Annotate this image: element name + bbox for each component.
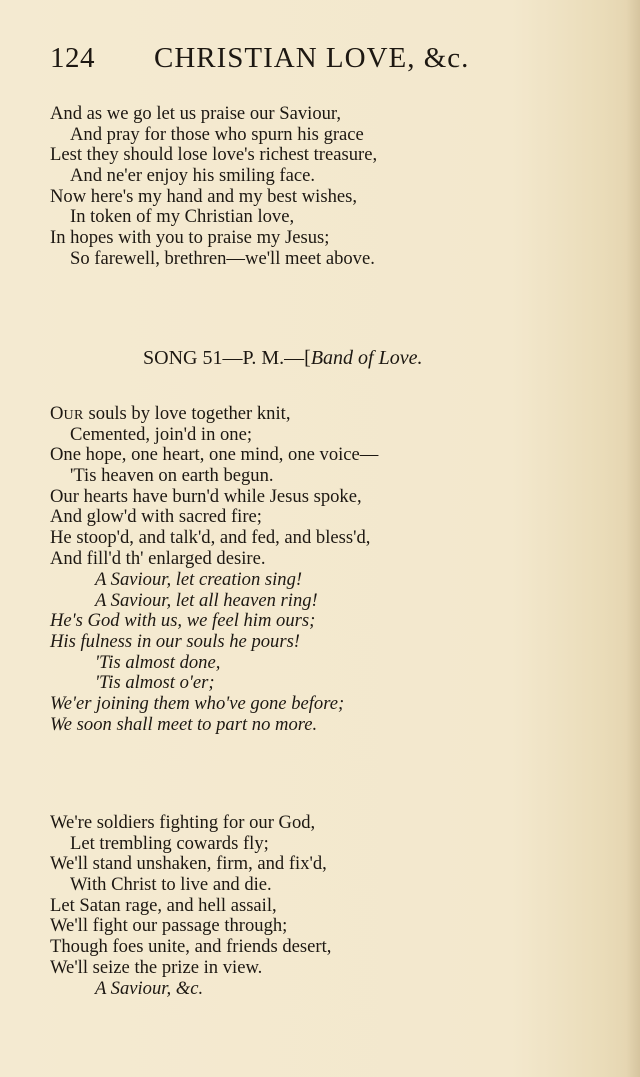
verse-line: In token of my Christian love, <box>70 206 295 228</box>
verse-line: Now here's my hand and my best wishes, <box>50 185 357 207</box>
verse-line: With Christ to live and die. <box>70 874 272 896</box>
stanza-first <box>50 404 610 570</box>
verse-line: We're soldiers fighting for our God, <box>50 812 316 833</box>
verse-line: Cemented, join'd in one; <box>70 423 253 445</box>
verse-line: One hope, one heart, one mind, one voice— <box>50 444 379 466</box>
verse-line: Though foes unite, and friends desert, <box>50 936 332 958</box>
chorus-line: 'Tis almost o'er; <box>95 672 215 694</box>
verse-line: And ne'er enjoy his smiling face. <box>70 165 316 187</box>
tune-name: Band of Love. <box>310 347 423 369</box>
verse-line: We'll seize the prize in view. <box>50 956 263 978</box>
initial-letter: O <box>50 403 64 424</box>
song-heading <box>143 347 422 370</box>
small-caps-rest: UR <box>63 408 84 423</box>
chorus-line: A Saviour, let all heaven ring! <box>95 589 318 611</box>
verse-line: Our hearts have burn'd while Jesus spoke, <box>50 485 362 507</box>
verse-line: Let trembling cowards fly; <box>70 832 269 854</box>
verse-line: Lest they should lose love's richest treasure, <box>50 144 378 166</box>
stanza-previous-song <box>50 104 610 270</box>
running-title: CHRISTIAN LOVE, &c. <box>154 42 470 74</box>
verse-line: So farewell, brethren—we'll meet above. <box>70 247 375 269</box>
page-number: 124 <box>50 42 95 74</box>
verse-line: And glow'd with sacred fire; <box>50 506 262 528</box>
verse-line: And pray for those who spurn his grace <box>70 123 364 145</box>
verse-line-first <box>50 404 610 425</box>
chorus-reference: A Saviour, &c. <box>95 977 204 999</box>
chorus-line: His fulness in our souls he pours! <box>50 631 300 653</box>
first-line-rest: souls by love together knit, <box>83 403 291 424</box>
chorus <box>50 570 610 736</box>
page-header <box>50 42 610 82</box>
chorus-line: 'Tis almost done, <box>95 651 221 673</box>
song-number: SONG 51—P. M.—[ <box>143 347 311 369</box>
verse-line: He stoop'd, and talk'd, and fed, and bless'd, <box>50 527 371 549</box>
chorus-line: We'er joining them who've gone before; <box>50 693 345 715</box>
verse-line: We'll fight our passage through; <box>50 915 288 937</box>
verse-line: And fill'd th' enlarged desire. <box>50 547 266 569</box>
chorus-line: A Saviour, let creation sing! <box>95 569 303 590</box>
verse-line: And as we go let us praise our Saviour, <box>50 103 342 124</box>
verse-line: We'll stand unshaken, firm, and fix'd, <box>50 853 327 875</box>
stanza-second <box>50 813 610 999</box>
chorus-line: He's God with us, we feel him ours; <box>50 610 316 632</box>
verse-line: Let Satan rage, and hell assail, <box>50 894 277 916</box>
page-edge-shadow <box>626 0 640 1077</box>
verse-line: 'Tis heaven on earth begun. <box>70 465 274 487</box>
chorus-line: We soon shall meet to part no more. <box>50 713 318 735</box>
verse-line: In hopes with you to praise my Jesus; <box>50 227 330 249</box>
